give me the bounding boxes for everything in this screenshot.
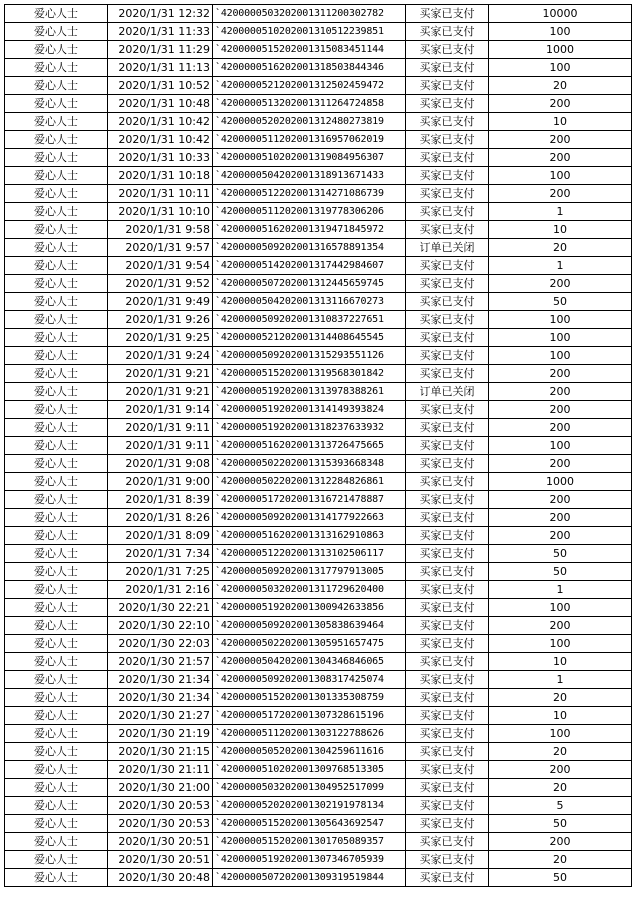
amount-cell: 100 <box>489 437 632 455</box>
amount-cell: 100 <box>489 347 632 365</box>
table-row <box>5 419 632 437</box>
order-number-cell: `4200000515202001301335308759 <box>213 689 406 707</box>
order-number-cell: `4200000509202001317797913005 <box>213 563 406 581</box>
donor-name-cell: 爱心人士 <box>5 95 108 113</box>
payment-status-cell: 买家已支付 <box>406 599 489 617</box>
amount-cell: 200 <box>489 419 632 437</box>
order-number-cell: `4200000503202001304952517099 <box>213 779 406 797</box>
order-number-cell: `4200000517202001316721478887 <box>213 491 406 509</box>
order-number-cell: `4200000521202001314408645545 <box>213 329 406 347</box>
amount-cell: 50 <box>489 563 632 581</box>
table-row <box>5 869 632 887</box>
payment-time-cell: 2020/1/31 9:11 <box>108 437 213 455</box>
amount-cell: 200 <box>489 527 632 545</box>
donor-name-cell: 爱心人士 <box>5 545 108 563</box>
donor-name-cell: 爱心人士 <box>5 293 108 311</box>
payment-time-cell: 2020/1/31 9:11 <box>108 419 213 437</box>
payment-status-cell: 买家已支付 <box>406 527 489 545</box>
payment-time-cell: 2020/1/31 10:48 <box>108 95 213 113</box>
payment-status-cell: 买家已支付 <box>406 581 489 599</box>
table-row <box>5 617 632 635</box>
payment-status-cell: 买家已支付 <box>406 563 489 581</box>
table-row <box>5 851 632 869</box>
order-number-cell: `4200000519202001318237633932 <box>213 419 406 437</box>
order-number-cell: `4200000512202001313102506117 <box>213 545 406 563</box>
donor-name-cell: 爱心人士 <box>5 707 108 725</box>
donor-name-cell: 爱心人士 <box>5 581 108 599</box>
amount-cell: 1000 <box>489 473 632 491</box>
donor-name-cell: 爱心人士 <box>5 41 108 59</box>
order-number-cell: `4200000502202001315393668348 <box>213 455 406 473</box>
donor-name-cell: 爱心人士 <box>5 77 108 95</box>
donor-name-cell: 爱心人士 <box>5 491 108 509</box>
table-row <box>5 23 632 41</box>
order-number-cell: `4200000511202001316957062019 <box>213 131 406 149</box>
payment-time-cell: 2020/1/31 9:57 <box>108 239 213 257</box>
table-row <box>5 815 632 833</box>
amount-cell: 20 <box>489 689 632 707</box>
payment-time-cell: 2020/1/30 20:51 <box>108 833 213 851</box>
order-number-cell: `4200000517202001307328615196 <box>213 707 406 725</box>
order-number-cell: `4200000509202001314177922663 <box>213 509 406 527</box>
payment-status-cell: 买家已支付 <box>406 617 489 635</box>
table-row <box>5 527 632 545</box>
payment-status-cell: 买家已支付 <box>406 707 489 725</box>
order-number-cell: `4200000512202001314271086739 <box>213 185 406 203</box>
order-number-cell: `4200000520202001312480273819 <box>213 113 406 131</box>
payment-time-cell: 2020/1/31 10:18 <box>108 167 213 185</box>
table-row <box>5 635 632 653</box>
table-row <box>5 437 632 455</box>
order-number-cell: `4200000519202001307346705939 <box>213 851 406 869</box>
amount-cell: 200 <box>489 185 632 203</box>
order-number-cell: `4200000515202001301705089357 <box>213 833 406 851</box>
payment-status-cell: 买家已支付 <box>406 203 489 221</box>
payment-time-cell: 2020/1/31 9:52 <box>108 275 213 293</box>
amount-cell: 1 <box>489 581 632 599</box>
donor-name-cell: 爱心人士 <box>5 113 108 131</box>
amount-cell: 100 <box>489 167 632 185</box>
donor-name-cell: 爱心人士 <box>5 23 108 41</box>
table-row <box>5 347 632 365</box>
order-number-cell: `4200000510202001319084956307 <box>213 149 406 167</box>
donor-name-cell: 爱心人士 <box>5 743 108 761</box>
table-row <box>5 473 632 491</box>
donor-name-cell: 爱心人士 <box>5 851 108 869</box>
donor-name-cell: 爱心人士 <box>5 689 108 707</box>
payment-status-cell: 买家已支付 <box>406 761 489 779</box>
amount-cell: 200 <box>489 509 632 527</box>
table-row <box>5 185 632 203</box>
amount-cell: 100 <box>489 725 632 743</box>
order-number-cell: `4200000510202001310512239851 <box>213 23 406 41</box>
table-row <box>5 131 632 149</box>
donor-name-cell: 爱心人士 <box>5 401 108 419</box>
order-number-cell: `4200000504202001318913671433 <box>213 167 406 185</box>
donor-name-cell: 爱心人士 <box>5 725 108 743</box>
table-row <box>5 149 632 167</box>
payment-time-cell: 2020/1/31 10:10 <box>108 203 213 221</box>
payment-status-cell: 买家已支付 <box>406 419 489 437</box>
table-row <box>5 383 632 401</box>
payment-status-cell: 买家已支付 <box>406 815 489 833</box>
payment-time-cell: 2020/1/31 9:54 <box>108 257 213 275</box>
order-number-cell: `4200000510202001309768513305 <box>213 761 406 779</box>
payment-status-cell: 买家已支付 <box>406 41 489 59</box>
payment-status-cell: 买家已支付 <box>406 365 489 383</box>
payment-time-cell: 2020/1/31 8:39 <box>108 491 213 509</box>
order-number-cell: `4200000509202001305838639464 <box>213 617 406 635</box>
table-row <box>5 725 632 743</box>
payment-time-cell: 2020/1/30 21:19 <box>108 725 213 743</box>
payment-status-cell: 买家已支付 <box>406 869 489 887</box>
amount-cell: 200 <box>489 365 632 383</box>
payment-status-cell: 买家已支付 <box>406 311 489 329</box>
payment-time-cell: 2020/1/30 21:57 <box>108 653 213 671</box>
order-number-cell: `4200000519202001313978388261 <box>213 383 406 401</box>
payment-status-cell: 买家已支付 <box>406 185 489 203</box>
order-number-cell: `4200000505202001304259611616 <box>213 743 406 761</box>
table-row <box>5 59 632 77</box>
order-number-cell: `4200000502202001312284826861 <box>213 473 406 491</box>
payment-time-cell: 2020/1/31 11:29 <box>108 41 213 59</box>
amount-cell: 50 <box>489 293 632 311</box>
order-number-cell: `4200000516202001313726475665 <box>213 437 406 455</box>
table-row <box>5 581 632 599</box>
table-row <box>5 509 632 527</box>
donor-name-cell: 爱心人士 <box>5 347 108 365</box>
donor-name-cell: 爱心人士 <box>5 257 108 275</box>
payment-time-cell: 2020/1/31 8:26 <box>108 509 213 527</box>
payment-status-cell: 买家已支付 <box>406 221 489 239</box>
payment-status-cell: 买家已支付 <box>406 437 489 455</box>
payment-time-cell: 2020/1/30 20:53 <box>108 815 213 833</box>
payment-status-cell: 买家已支付 <box>406 113 489 131</box>
donor-name-cell: 爱心人士 <box>5 437 108 455</box>
donor-name-cell: 爱心人士 <box>5 509 108 527</box>
donor-name-cell: 爱心人士 <box>5 779 108 797</box>
amount-cell: 200 <box>489 401 632 419</box>
payment-status-cell: 买家已支付 <box>406 347 489 365</box>
donor-name-cell: 爱心人士 <box>5 419 108 437</box>
payment-status-cell: 买家已支付 <box>406 77 489 95</box>
order-number-cell: `4200000513202001311264724858 <box>213 95 406 113</box>
donor-name-cell: 爱心人士 <box>5 5 108 23</box>
amount-cell: 20 <box>489 851 632 869</box>
donor-name-cell: 爱心人士 <box>5 203 108 221</box>
donor-name-cell: 爱心人士 <box>5 239 108 257</box>
amount-cell: 100 <box>489 599 632 617</box>
payment-time-cell: 2020/1/30 21:00 <box>108 779 213 797</box>
payment-status-cell: 买家已支付 <box>406 851 489 869</box>
table-row <box>5 113 632 131</box>
donor-name-cell: 爱心人士 <box>5 221 108 239</box>
payment-status-cell: 买家已支付 <box>406 59 489 77</box>
payment-status-cell: 订单已关闭 <box>406 239 489 257</box>
amount-cell: 100 <box>489 635 632 653</box>
amount-cell: 50 <box>489 815 632 833</box>
payment-status-cell: 买家已支付 <box>406 725 489 743</box>
table-row <box>5 95 632 113</box>
order-number-cell: `4200000516202001313162910863 <box>213 527 406 545</box>
order-number-cell: `4200000515202001319568301842 <box>213 365 406 383</box>
table-row <box>5 275 632 293</box>
amount-cell: 200 <box>489 275 632 293</box>
order-number-cell: `4200000507202001312445659745 <box>213 275 406 293</box>
payment-time-cell: 2020/1/31 9:24 <box>108 347 213 365</box>
table-row <box>5 779 632 797</box>
table-row <box>5 239 632 257</box>
table-row <box>5 77 632 95</box>
order-number-cell: `4200000507202001309319519844 <box>213 869 406 887</box>
donor-name-cell: 爱心人士 <box>5 383 108 401</box>
table-row <box>5 365 632 383</box>
payment-status-cell: 买家已支付 <box>406 545 489 563</box>
donor-name-cell: 爱心人士 <box>5 329 108 347</box>
amount-cell: 10 <box>489 221 632 239</box>
table-row <box>5 797 632 815</box>
payment-status-cell: 买家已支付 <box>406 491 489 509</box>
payment-status-cell: 买家已支付 <box>406 509 489 527</box>
payment-time-cell: 2020/1/31 11:13 <box>108 59 213 77</box>
amount-cell: 200 <box>489 149 632 167</box>
table-row <box>5 761 632 779</box>
table-row <box>5 599 632 617</box>
donor-name-cell: 爱心人士 <box>5 131 108 149</box>
table-row <box>5 329 632 347</box>
payment-time-cell: 2020/1/30 22:03 <box>108 635 213 653</box>
donation-table-body <box>5 5 632 887</box>
donor-name-cell: 爱心人士 <box>5 617 108 635</box>
donor-name-cell: 爱心人士 <box>5 167 108 185</box>
table-row <box>5 491 632 509</box>
order-number-cell: `4200000520202001302191978134 <box>213 797 406 815</box>
donor-name-cell: 爱心人士 <box>5 869 108 887</box>
payment-time-cell: 2020/1/31 9:21 <box>108 365 213 383</box>
amount-cell: 100 <box>489 329 632 347</box>
amount-cell: 10 <box>489 707 632 725</box>
payment-time-cell: 2020/1/31 9:25 <box>108 329 213 347</box>
payment-time-cell: 2020/1/31 2:16 <box>108 581 213 599</box>
amount-cell: 1 <box>489 203 632 221</box>
order-number-cell: `4200000519202001314149393824 <box>213 401 406 419</box>
donor-name-cell: 爱心人士 <box>5 59 108 77</box>
table-row <box>5 707 632 725</box>
payment-time-cell: 2020/1/30 21:34 <box>108 689 213 707</box>
payment-status-cell: 买家已支付 <box>406 149 489 167</box>
payment-time-cell: 2020/1/31 9:21 <box>108 383 213 401</box>
payment-time-cell: 2020/1/31 9:58 <box>108 221 213 239</box>
table-row <box>5 203 632 221</box>
donor-name-cell: 爱心人士 <box>5 635 108 653</box>
amount-cell: 10 <box>489 113 632 131</box>
payment-time-cell: 2020/1/31 9:08 <box>108 455 213 473</box>
payment-time-cell: 2020/1/30 21:34 <box>108 671 213 689</box>
donor-name-cell: 爱心人士 <box>5 149 108 167</box>
payment-time-cell: 2020/1/30 20:51 <box>108 851 213 869</box>
payment-status-cell: 买家已支付 <box>406 455 489 473</box>
payment-status-cell: 订单已关闭 <box>406 383 489 401</box>
payment-time-cell: 2020/1/31 10:42 <box>108 113 213 131</box>
payment-status-cell: 买家已支付 <box>406 167 489 185</box>
order-number-cell: `4200000502202001305951657475 <box>213 635 406 653</box>
payment-status-cell: 买家已支付 <box>406 5 489 23</box>
amount-cell: 10000 <box>489 5 632 23</box>
payment-status-cell: 买家已支付 <box>406 257 489 275</box>
payment-time-cell: 2020/1/31 10:52 <box>108 77 213 95</box>
order-number-cell: `4200000521202001312502459472 <box>213 77 406 95</box>
amount-cell: 1000 <box>489 41 632 59</box>
payment-status-cell: 买家已支付 <box>406 671 489 689</box>
order-number-cell: `4200000511202001303122788626 <box>213 725 406 743</box>
donor-name-cell: 爱心人士 <box>5 797 108 815</box>
payment-status-cell: 买家已支付 <box>406 275 489 293</box>
table-row <box>5 689 632 707</box>
table-row <box>5 257 632 275</box>
payment-time-cell: 2020/1/31 10:33 <box>108 149 213 167</box>
payment-time-cell: 2020/1/30 21:15 <box>108 743 213 761</box>
payment-time-cell: 2020/1/31 8:09 <box>108 527 213 545</box>
payment-time-cell: 2020/1/30 20:48 <box>108 869 213 887</box>
table-row <box>5 167 632 185</box>
payment-status-cell: 买家已支付 <box>406 23 489 41</box>
table-row <box>5 221 632 239</box>
order-number-cell: `4200000509202001308317425074 <box>213 671 406 689</box>
order-number-cell: `4200000516202001319471845972 <box>213 221 406 239</box>
donor-name-cell: 爱心人士 <box>5 473 108 491</box>
payment-status-cell: 买家已支付 <box>406 131 489 149</box>
order-number-cell: `4200000514202001317442984607 <box>213 257 406 275</box>
payment-status-cell: 买家已支付 <box>406 635 489 653</box>
table-row <box>5 41 632 59</box>
order-number-cell: `4200000515202001305643692547 <box>213 815 406 833</box>
payment-status-cell: 买家已支付 <box>406 797 489 815</box>
order-number-cell: `4200000503202001311200302782 <box>213 5 406 23</box>
table-row <box>5 311 632 329</box>
table-row <box>5 5 632 23</box>
table-row <box>5 563 632 581</box>
amount-cell: 5 <box>489 797 632 815</box>
payment-time-cell: 2020/1/31 7:25 <box>108 563 213 581</box>
payment-status-cell: 买家已支付 <box>406 779 489 797</box>
amount-cell: 200 <box>489 833 632 851</box>
amount-cell: 50 <box>489 545 632 563</box>
order-number-cell: `4200000515202001315083451144 <box>213 41 406 59</box>
amount-cell: 200 <box>489 131 632 149</box>
donor-name-cell: 爱心人士 <box>5 563 108 581</box>
amount-cell: 200 <box>489 455 632 473</box>
table-row <box>5 401 632 419</box>
donor-name-cell: 爱心人士 <box>5 833 108 851</box>
amount-cell: 1 <box>489 257 632 275</box>
payment-status-cell: 买家已支付 <box>406 473 489 491</box>
table-row <box>5 671 632 689</box>
donor-name-cell: 爱心人士 <box>5 365 108 383</box>
donor-name-cell: 爱心人士 <box>5 527 108 545</box>
payment-time-cell: 2020/1/30 20:53 <box>108 797 213 815</box>
payment-time-cell: 2020/1/30 22:10 <box>108 617 213 635</box>
amount-cell: 100 <box>489 23 632 41</box>
donor-name-cell: 爱心人士 <box>5 275 108 293</box>
amount-cell: 200 <box>489 383 632 401</box>
table-row <box>5 653 632 671</box>
table-row <box>5 455 632 473</box>
amount-cell: 200 <box>489 617 632 635</box>
payment-time-cell: 2020/1/31 9:26 <box>108 311 213 329</box>
payment-time-cell: 2020/1/30 21:27 <box>108 707 213 725</box>
donation-table <box>4 4 632 887</box>
payment-time-cell: 2020/1/31 10:11 <box>108 185 213 203</box>
payment-time-cell: 2020/1/31 9:00 <box>108 473 213 491</box>
table-row <box>5 743 632 761</box>
order-number-cell: `4200000509202001316578891354 <box>213 239 406 257</box>
payment-time-cell: 2020/1/31 11:33 <box>108 23 213 41</box>
order-number-cell: `4200000503202001311729620400 <box>213 581 406 599</box>
payment-time-cell: 2020/1/31 7:34 <box>108 545 213 563</box>
donor-name-cell: 爱心人士 <box>5 185 108 203</box>
amount-cell: 100 <box>489 311 632 329</box>
payment-status-cell: 买家已支付 <box>406 401 489 419</box>
payment-time-cell: 2020/1/31 10:42 <box>108 131 213 149</box>
amount-cell: 20 <box>489 77 632 95</box>
amount-cell: 20 <box>489 239 632 257</box>
amount-cell: 20 <box>489 743 632 761</box>
payment-status-cell: 买家已支付 <box>406 95 489 113</box>
donor-name-cell: 爱心人士 <box>5 653 108 671</box>
payment-time-cell: 2020/1/30 21:11 <box>108 761 213 779</box>
payment-status-cell: 买家已支付 <box>406 743 489 761</box>
payment-status-cell: 买家已支付 <box>406 293 489 311</box>
amount-cell: 20 <box>489 779 632 797</box>
amount-cell: 200 <box>489 761 632 779</box>
amount-cell: 50 <box>489 869 632 887</box>
table-row <box>5 833 632 851</box>
order-number-cell: `4200000504202001313116670273 <box>213 293 406 311</box>
table-row <box>5 293 632 311</box>
payment-status-cell: 买家已支付 <box>406 689 489 707</box>
donor-name-cell: 爱心人士 <box>5 599 108 617</box>
order-number-cell: `4200000509202001310837227651 <box>213 311 406 329</box>
payment-time-cell: 2020/1/31 9:49 <box>108 293 213 311</box>
amount-cell: 10 <box>489 653 632 671</box>
order-number-cell: `4200000519202001300942633856 <box>213 599 406 617</box>
payment-status-cell: 买家已支付 <box>406 329 489 347</box>
order-number-cell: `4200000509202001315293551126 <box>213 347 406 365</box>
payment-time-cell: 2020/1/30 22:21 <box>108 599 213 617</box>
amount-cell: 200 <box>489 95 632 113</box>
payment-status-cell: 买家已支付 <box>406 653 489 671</box>
order-number-cell: `4200000504202001304346846065 <box>213 653 406 671</box>
payment-time-cell: 2020/1/31 9:14 <box>108 401 213 419</box>
amount-cell: 100 <box>489 59 632 77</box>
table-row <box>5 545 632 563</box>
order-number-cell: `4200000511202001319778306206 <box>213 203 406 221</box>
donor-name-cell: 爱心人士 <box>5 671 108 689</box>
donor-name-cell: 爱心人士 <box>5 311 108 329</box>
payment-time-cell: 2020/1/31 12:32 <box>108 5 213 23</box>
amount-cell: 200 <box>489 491 632 509</box>
donor-name-cell: 爱心人士 <box>5 455 108 473</box>
amount-cell: 1 <box>489 671 632 689</box>
donor-name-cell: 爱心人士 <box>5 815 108 833</box>
order-number-cell: `4200000516202001318503844346 <box>213 59 406 77</box>
donor-name-cell: 爱心人士 <box>5 761 108 779</box>
payment-status-cell: 买家已支付 <box>406 833 489 851</box>
